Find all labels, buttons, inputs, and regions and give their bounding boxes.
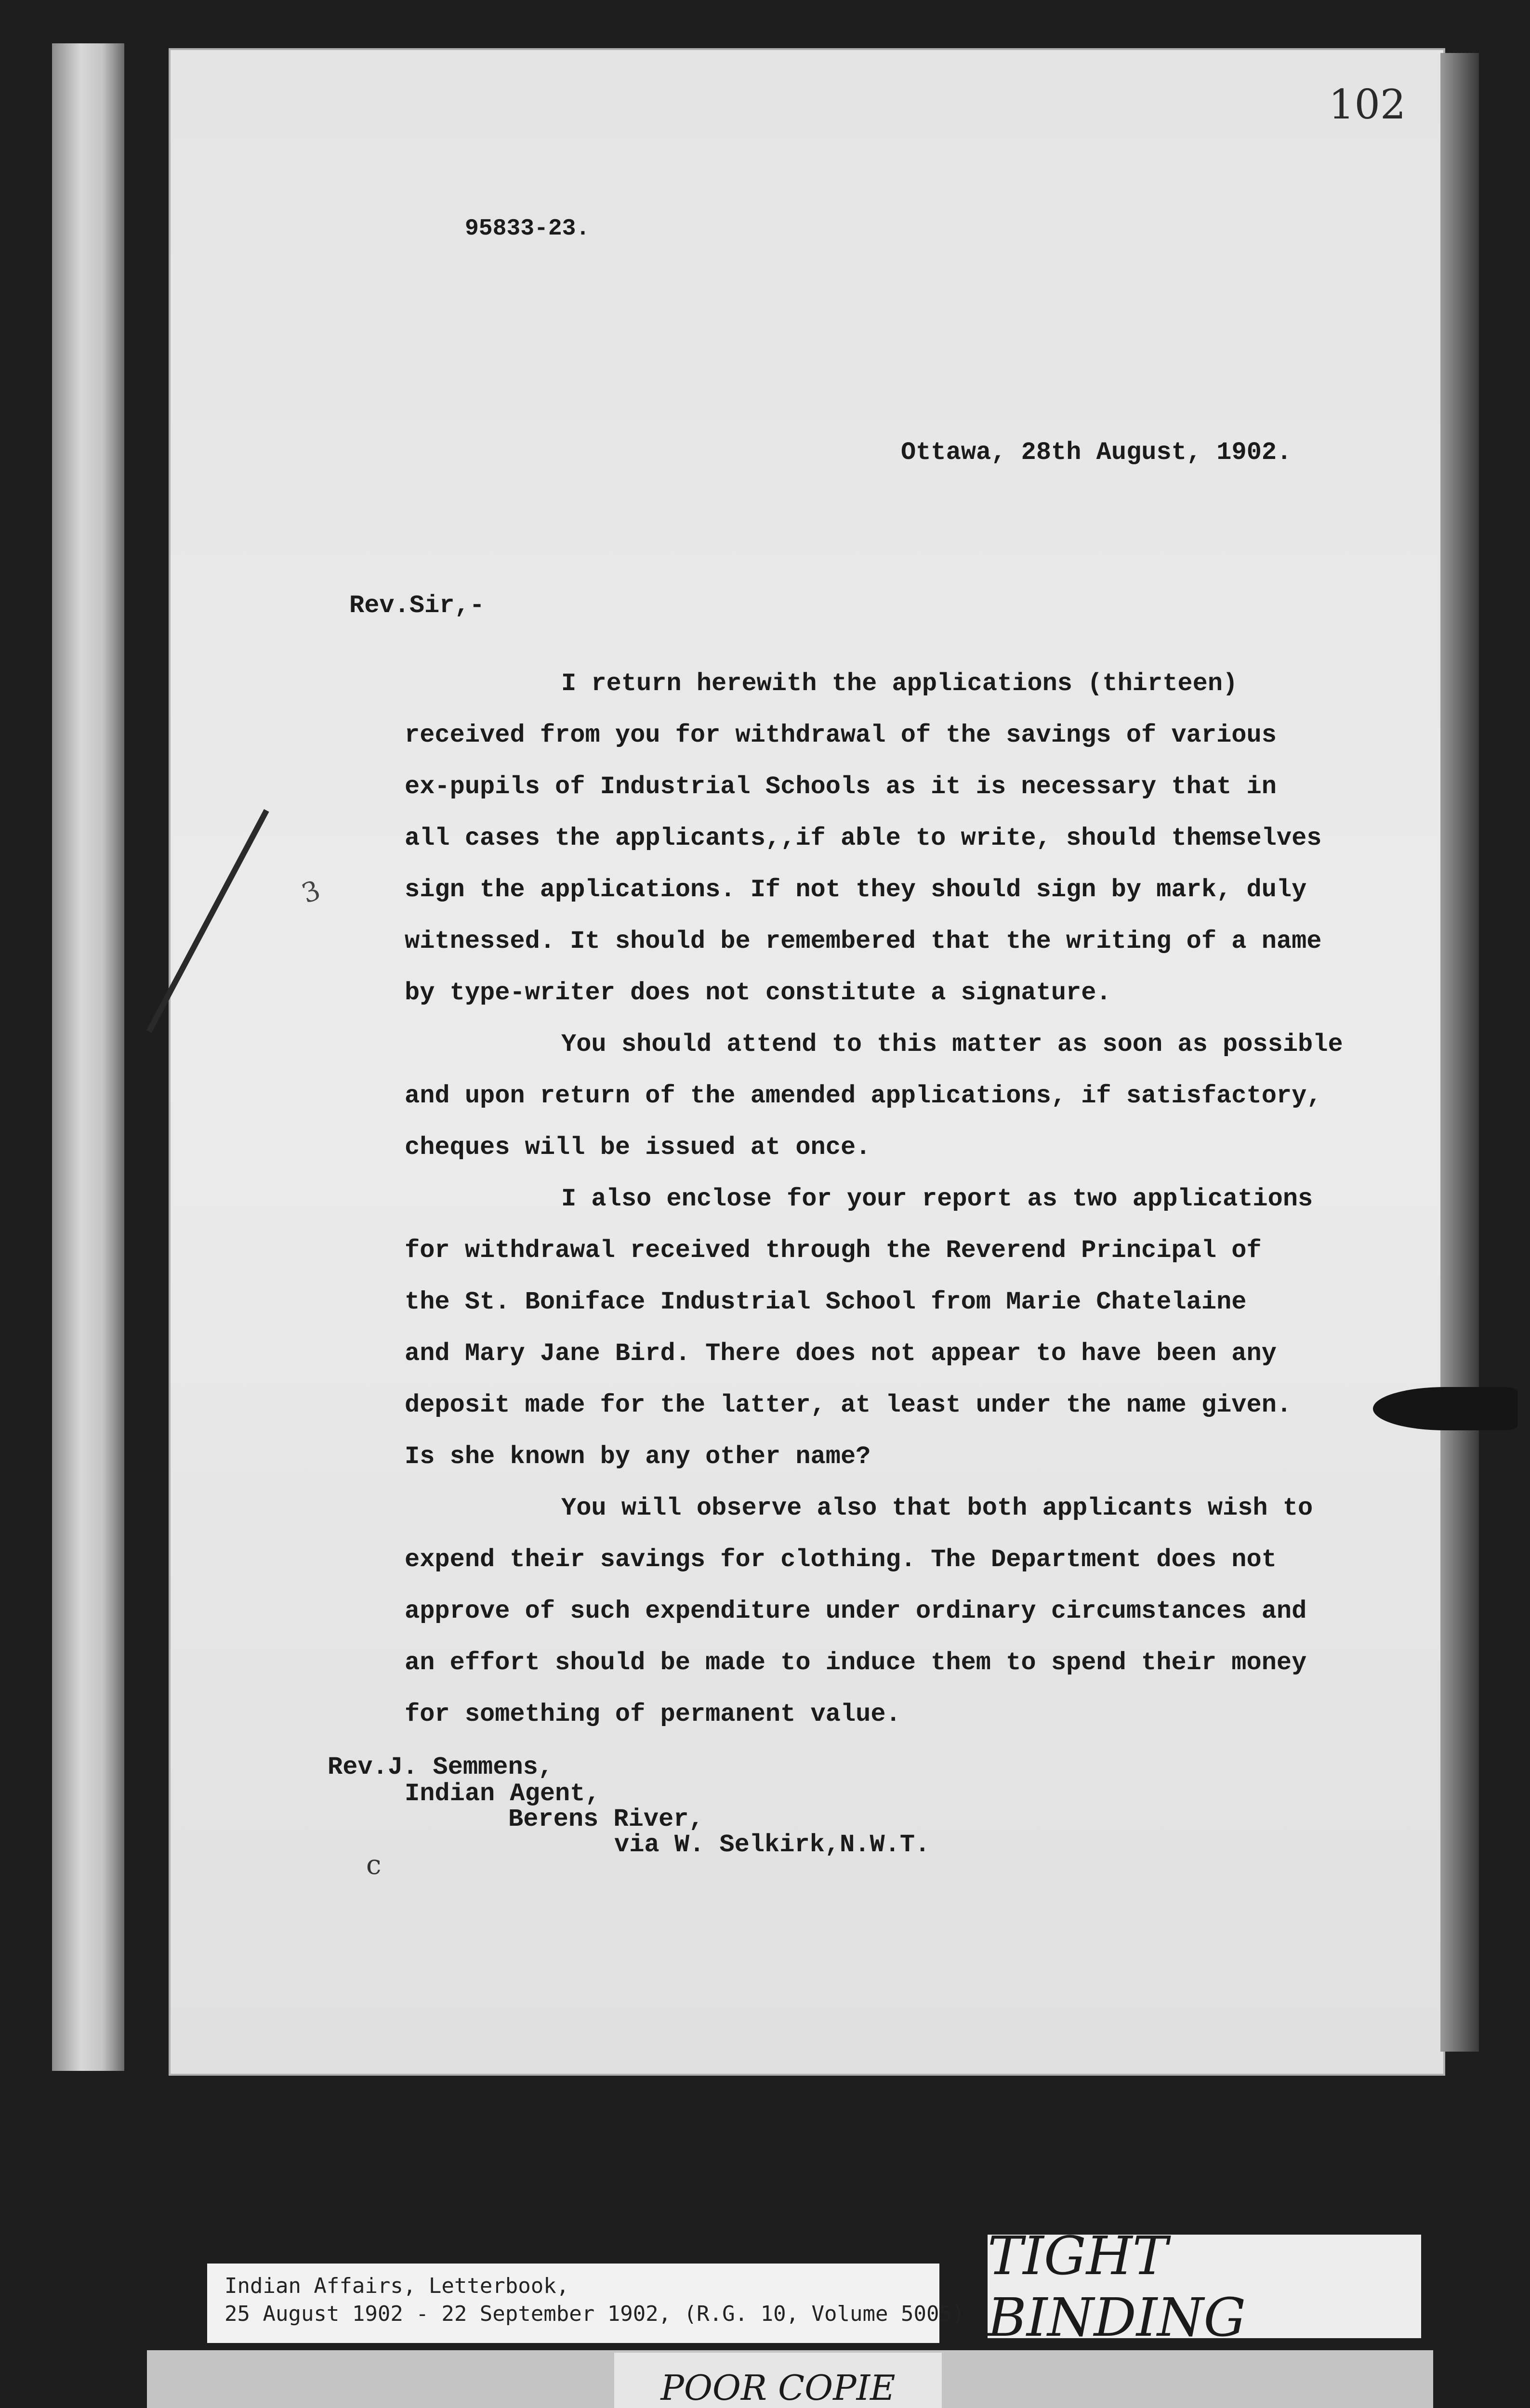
binding-strip xyxy=(52,43,124,2071)
source-line: 25 August 1902 - 22 September 1902, (R.G. 10, Volume 5005) xyxy=(224,2302,965,2326)
body-line: and Mary Jane Bird. There does not appear to have been any xyxy=(405,1339,1277,1368)
handwritten-mark: c xyxy=(366,1849,382,1881)
paper-clip-shadow xyxy=(1373,1387,1517,1430)
file-reference: 95833-23. xyxy=(465,216,590,242)
address-line: Rev.J. Semmens, xyxy=(328,1753,554,1781)
body-line: Is she known by any other name? xyxy=(405,1442,871,1471)
source-label xyxy=(207,2264,965,2343)
body-line: all cases the applicants,,if able to write, should themselves xyxy=(405,824,1322,852)
body-line: for something of permanent value. xyxy=(405,1700,901,1728)
margin-mark: 3 xyxy=(297,874,325,910)
body-line: I return herewith the applications (thirteen) xyxy=(561,669,1238,698)
body-line: approve of such expenditure under ordinary circumstances and xyxy=(405,1597,1307,1625)
poor-copy-label: POOR COPIE xyxy=(614,2353,942,2408)
address-line: via W. Selkirk,N.W.T. xyxy=(614,1831,930,1859)
body-line: cheques will be issued at once. xyxy=(405,1133,871,1162)
body-line: You should attend to this matter as soon as possible xyxy=(561,1030,1343,1059)
address-line: Indian Agent, xyxy=(405,1780,600,1808)
body-line: deposit made for the latter, at least under the name given. xyxy=(405,1391,1292,1419)
tight-binding-label: TIGHT BINDING xyxy=(988,2235,1421,2338)
source-line: Indian Affairs, Letterbook, xyxy=(224,2274,569,2298)
page-edge xyxy=(1440,53,1479,2052)
body-line: for withdrawal received through the Reverend Principal of xyxy=(405,1236,1262,1265)
body-line: the St. Boniface Industrial School from Marie Chatelaine xyxy=(405,1288,1247,1316)
address-line: Berens River, xyxy=(508,1805,704,1833)
folio-number: 102 xyxy=(1329,81,1406,128)
body-line: sign the applications. If not they should sign by mark, duly xyxy=(405,876,1307,904)
body-line: and upon return of the amended applications, if satisfactory, xyxy=(405,1082,1322,1110)
body-line: You will observe also that both applicants wish to xyxy=(561,1494,1313,1522)
salutation: Rev.Sir,- xyxy=(349,591,485,620)
body-line: I also enclose for your report as two applications xyxy=(561,1185,1313,1213)
body-line: by type-writer does not constitute a signature. xyxy=(405,979,1111,1007)
body-line: an effort should be made to induce them to spend their money xyxy=(405,1649,1307,1677)
body-line: expend their savings for clothing. The Department does not xyxy=(405,1545,1277,1574)
dateline: Ottawa, 28th August, 1902. xyxy=(901,438,1292,467)
body-line: witnessed. It should be remembered that the writing of a name xyxy=(405,927,1322,955)
body-line: received from you for withdrawal of the savings of various xyxy=(405,721,1277,749)
body-line: ex-pupils of Industrial Schools as it is necessary that in xyxy=(405,772,1277,801)
